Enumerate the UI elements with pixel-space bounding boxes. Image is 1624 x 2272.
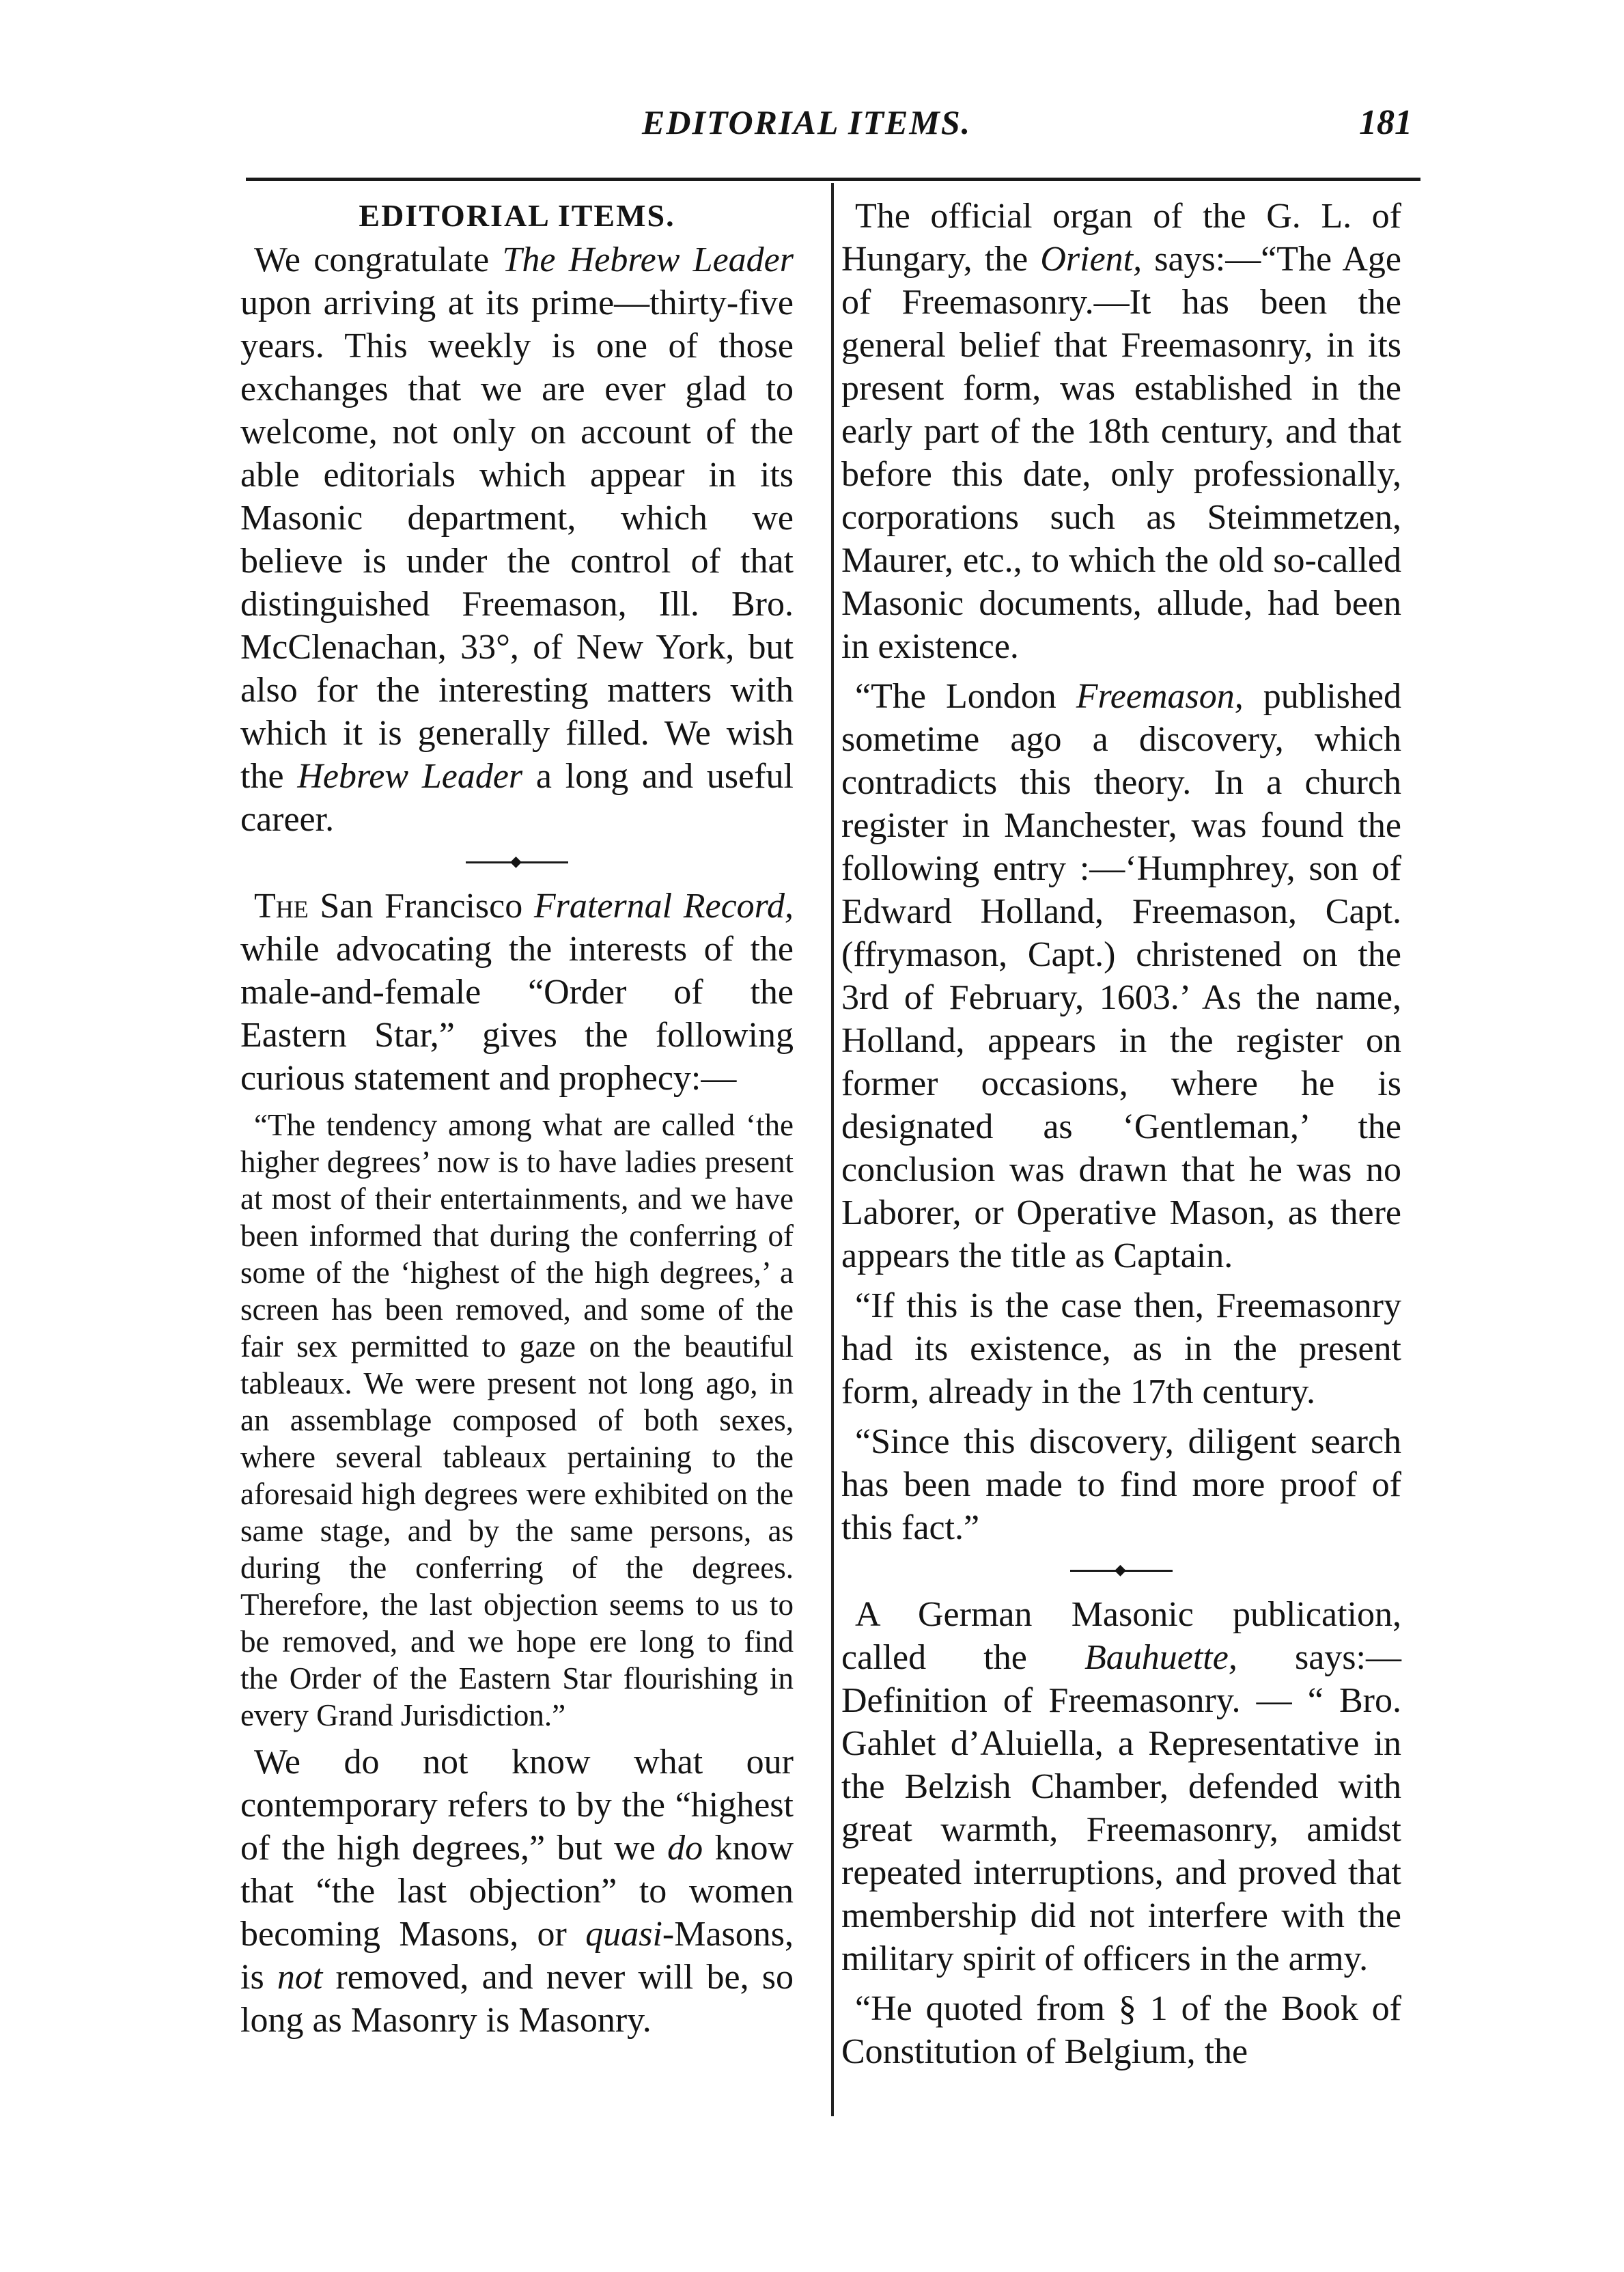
text-run: know that “the last objection” to women becoming Masons, or	[240, 1829, 794, 1954]
text-run: San Francisco	[308, 887, 534, 926]
section-separator	[841, 1549, 1401, 1593]
section-separator	[240, 841, 794, 885]
text-run: a long and useful career.	[240, 757, 794, 839]
text-run: “The London	[855, 677, 1076, 716]
text-run: while advocating the interests of the male-and-female “Order of the Eastern Star,” gives the following curious statement and prophecy:—	[240, 930, 794, 1098]
paragraph-constitution: “He quoted from § 1 of the Book of Constitution of Belgium, the	[841, 1989, 1401, 2071]
emphasis: quasi	[585, 1915, 662, 1954]
left-column	[240, 195, 794, 2042]
publication-title: Bauhuette,	[1084, 1638, 1237, 1677]
text-run: says:—Definition of Freemasonry. — “ Bro. Gahlet d’Aluiella, a Representative in the Belzish Chamber, defended with great warmth, Freemasonry, amidst repeated interruptions, and proved that membership did not interfere with the military spirit of officers in the army.	[841, 1638, 1401, 1978]
text-run: says:—“The Age of Freemasonry.—It has been the general belief that Freemasonry, in its present form, was established in the early part of the 18th century, and that before this date, only professionally, corporations such as Steimmetzen, Maurer, etc., to which the old so-called Masonic documents, allude, had been in existence.	[841, 240, 1401, 666]
text-run: upon arriving at its prime—thirty-five years. This weekly is one of those exchanges that we are ever glad to welcome, not only on account of the able editorials which appear in its Masonic department, which we believe is under the control of that distinguished Freemason, Ill. Bro. McClenachan, 33°, of New York, but also for the interesting matters with which it is generally filled. We wish the	[240, 283, 794, 796]
right-column	[841, 195, 1401, 2073]
publication-title: Orient,	[1040, 240, 1143, 279]
emphasis: not	[277, 1958, 323, 1997]
running-head-title: EDITORIAL ITEMS.	[642, 103, 972, 141]
paragraph-17th-century: “If this is the case then, Freemasonry had its existence, as in the present form, already in the 17th century.	[841, 1286, 1401, 1411]
header-rule	[246, 178, 1420, 181]
running-head	[0, 102, 1624, 157]
emphasis: do	[667, 1829, 703, 1868]
block-quote: “The tendency among what are called ‘the higher degrees’ now is to have ladies present at most of their entertainments, and we have been informed that during the conferring of some of the ‘highest of the high degrees,’ a screen has been removed, and some of the fair sex permitted to gaze on the beautiful tableaux. We were present not long ago, in an assemblage composed of both sexes, where several tableaux pertaining to the aforesaid high degrees were exhibited on the same stage, and by the same persons, as during the conferring of the degrees. Therefore, the last objection seems to us to be removed, and we hope ere long to find the Order of the Eastern Star flourishing in every Grand Jurisdiction.”	[240, 1108, 794, 1732]
page-number: 181	[1359, 103, 1412, 142]
publication-title: The Hebrew Leader	[502, 240, 794, 279]
publication-title: Fraternal Record,	[533, 887, 794, 926]
paragraph-hebrew-leader	[240, 238, 794, 841]
publication-title: Freemason,	[1076, 677, 1244, 716]
text-run: removed, and never will be, so long as Masonry is Masonry.	[240, 1958, 794, 2040]
paragraph-commentary	[240, 1741, 794, 2042]
column-divider	[831, 183, 834, 2116]
paragraph-bauhuette	[841, 1593, 1401, 1980]
text-run: published sometime ago a discovery, which contradicts this theory. In a church register in Manchester, was found the following entry :—‘Humphrey, son of Edward Holland, Freemason, Capt. (ffrymason, Capt.) christened on the 3rd of February, 1603.’ As the name, Holland, appears in the register on former occasions, where he is designated as ‘Gentleman,’ the conclusion was drawn that he was no Laborer, or Operative Mason, as there appears the title as Captain.	[841, 677, 1401, 1275]
separator-diamond-icon: ◆	[510, 853, 522, 870]
paragraph-discovery: “Since this discovery, diligent search has been made to find more proof of this fact.”	[841, 1422, 1401, 1547]
paragraph-london-freemason	[841, 675, 1401, 1277]
text-run: The official organ of the G. L. of Hungary, the	[841, 197, 1401, 279]
paragraph-fraternal-record	[240, 885, 794, 1100]
text-run: The	[254, 887, 309, 926]
text-run: -Masons, is	[240, 1915, 794, 1997]
text-run: We congratulate	[254, 240, 503, 279]
section-heading: EDITORIAL ITEMS.	[359, 198, 675, 233]
publication-title: Hebrew Leader	[297, 757, 523, 796]
text-run: A German Masonic publication, called the	[841, 1595, 1401, 1677]
separator-diamond-icon: ◆	[1115, 1562, 1126, 1579]
text-run: We do not know what our contemporary refers to by the “highest of the high degrees,” but we	[240, 1743, 794, 1868]
paragraph-orient	[841, 195, 1401, 668]
